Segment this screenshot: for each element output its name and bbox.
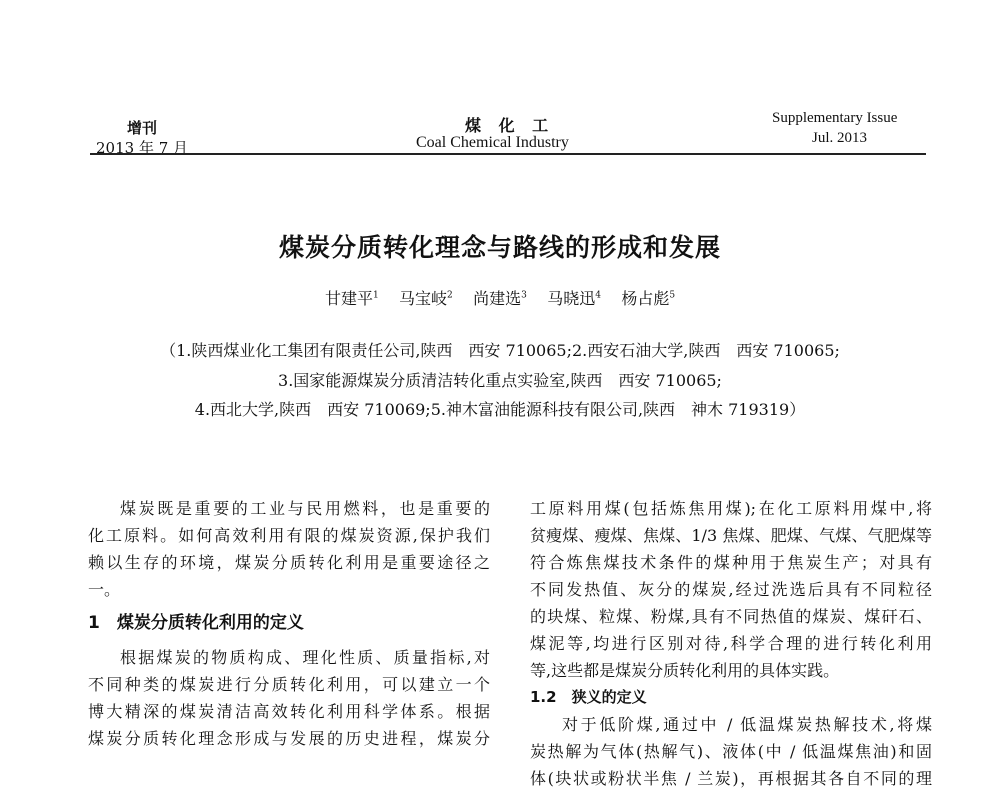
article-title: 煤炭分质转化理念与路线的形成和发展 xyxy=(278,233,721,262)
body-line: 根据煤炭的物质构成、理化性质、质量指标,对 xyxy=(120,648,490,667)
issue-date: 2013 年 7 月 xyxy=(96,139,189,157)
author: 马宝岐$^2$ xyxy=(399,289,453,308)
subsection-heading: 1.2 狭义的定义 xyxy=(530,688,647,706)
section-heading: 1 煤炭分质转化利用的定义 xyxy=(88,613,304,633)
body-line: 炭热解为气体(热解气)、液体(中 / 低温煤焦油)和固 xyxy=(530,742,932,761)
author: 甘建平$^1$ xyxy=(324,289,379,308)
body-line: 赖以生存的环境，煤炭分质转化利用是重要途径之 xyxy=(88,553,490,572)
issue-label: 增刊 xyxy=(127,119,158,137)
body-line: 体(块状或粉状半焦 / 兰炭)，再根据其各自不同的理 xyxy=(530,769,932,788)
left-column xyxy=(88,495,490,752)
body-line: 一。 xyxy=(88,580,121,599)
body-line: 化工原料。如何高效利用有限的煤炭资源,保护我们 xyxy=(88,526,490,545)
body-line: 煤炭分质转化理念形成与发展的历史进程，煤炭分 xyxy=(88,729,490,748)
author: 尚建选$^3$ xyxy=(473,289,527,308)
affiliation-line: 4.西北大学,陕西 西安 710069;5.神木富油能源科技有限公司,陕西 神木 719319） xyxy=(194,400,806,419)
issue-date-en: Jul. 2013 xyxy=(812,130,868,146)
body-line: 煤泥等,均进行区别对待,科学合理的进行转化利用 xyxy=(530,634,932,653)
author: 杨占彪$^5$ xyxy=(621,289,676,308)
body-line: 贫瘦煤、瘦煤、焦煤、1/3 焦煤、肥煤、气煤、气肥煤等 xyxy=(530,526,932,545)
body-line: 符合炼焦煤技术条件的煤种用于焦炭生产；对具有 xyxy=(530,553,932,572)
header-rule xyxy=(90,153,926,155)
body-line: 不同种类的煤炭进行分质转化利用，可以建立一个 xyxy=(88,675,490,694)
body-line: 等,这些都是煤炭分质转化利用的具体实践。 xyxy=(530,661,840,680)
right-column xyxy=(530,495,932,792)
body-line: 工原料用煤(包括炼焦用煤);在化工原料用煤中,将 xyxy=(530,499,932,518)
journal-name-cn: 煤 化 工 xyxy=(465,116,555,135)
body-line: 博大精深的煤炭清洁高效转化利用科学体系。根据 xyxy=(88,702,490,721)
body-line: 不同发热值、灰分的煤炭,经过洗选后具有不同粒径 xyxy=(530,580,932,599)
journal-name-en: Coal Chemical Industry xyxy=(416,134,569,151)
author-list xyxy=(0,286,1000,309)
affiliation-line: （1.陕西煤业化工集团有限责任公司,陕西 西安 710065;2.西安石油大学,陕西 西安 710065; xyxy=(160,341,840,360)
body-line: 的块煤、粒煤、粉煤,具有不同热值的煤炭、煤矸石、 xyxy=(530,607,932,626)
issue-label-en: Supplementary Issue xyxy=(772,110,898,126)
author: 马晓迅$^4$ xyxy=(547,289,601,308)
body-line: 煤炭既是重要的工业与民用燃料，也是重要的 xyxy=(120,499,490,518)
affiliation-line: 3.国家能源煤炭分质清洁转化重点实验室,陕西 西安 710065; xyxy=(278,371,722,390)
body-line: 对于低阶煤,通过中 / 低温煤炭热解技术,将煤 xyxy=(562,715,932,734)
